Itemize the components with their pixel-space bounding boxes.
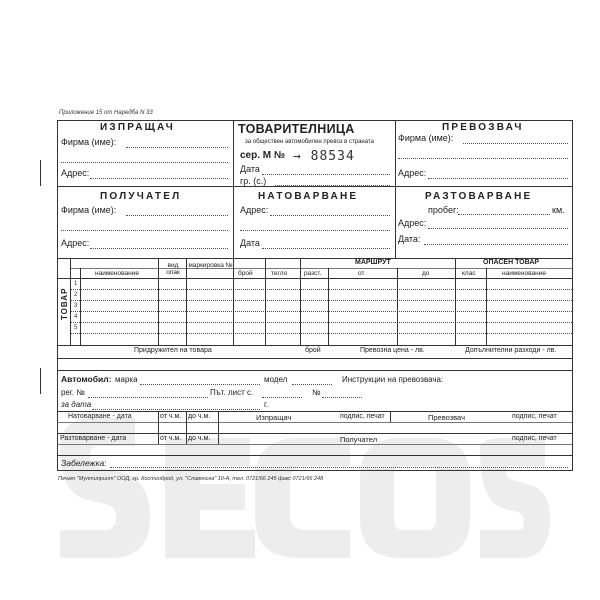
sender-firm-label: Фирма (име): <box>61 137 117 147</box>
sender-address-label: Адрес: <box>61 168 90 178</box>
sender-title: ИЗПРАЩАЧ <box>100 122 175 133</box>
loading-from-label: от ч.м. <box>160 413 182 420</box>
col-dg-name-header: наименование <box>502 270 546 277</box>
document-date-label: Дата <box>240 164 260 174</box>
col-to-header: до <box>422 270 430 277</box>
row-number: 1 <box>74 281 78 287</box>
docs-count-label: брой <box>305 347 321 354</box>
note-label: Забележка: <box>61 458 107 468</box>
document-city-label: гр. (с.) <box>240 176 267 186</box>
document-title: ТОВАРИТЕЛНИЦА <box>238 122 355 136</box>
recipient-sign-stamp: подпис, печат <box>512 435 557 442</box>
loading-date-field-label: Натоварване - дата <box>68 413 132 420</box>
year-suffix: г. <box>264 400 269 409</box>
unloading-title: РАЗТОВАРВАНЕ <box>425 191 533 202</box>
unloading-date-label: Дата: <box>398 234 421 244</box>
row-number: 2 <box>74 292 78 298</box>
series-label: сер. М № <box>240 150 286 161</box>
vehicle-brand-label: марка <box>115 375 138 384</box>
trip-sheet-no-label: № <box>312 388 321 397</box>
goods-side-label: ТОВАР <box>60 287 69 320</box>
for-date-label: за дата <box>61 400 92 409</box>
col-name-header: наименование <box>95 270 139 277</box>
dangerous-goods-title: ОПАСЕН ТОВАР <box>483 259 540 266</box>
loading-date-label: Дата <box>240 238 260 248</box>
unloading-date-field-label: Разтоварване - дата <box>60 435 127 442</box>
vehicle-label: Автомобил: <box>61 374 112 384</box>
sender-signature-label: Изпращач <box>256 413 292 422</box>
recipient-address-label: Адрес: <box>61 238 90 248</box>
docs-label: Придружител на товара <box>134 347 212 354</box>
loading-to-label: до ч.м. <box>188 413 211 420</box>
extra-costs-label: Допълнителни разходи - лв. <box>465 347 557 354</box>
col-from-header: от <box>358 270 365 277</box>
carrier-sign-stamp: подпис, печат <box>512 413 557 420</box>
carrier-title: ПРЕВОЗВАЧ <box>442 122 524 133</box>
route-title: МАРШРУТ <box>355 259 391 266</box>
sender-sign-stamp: подпис, печат <box>340 413 385 420</box>
row-number: 5 <box>74 325 78 331</box>
row-number: 4 <box>74 314 78 320</box>
trip-sheet-label: Път. лист с. <box>210 388 254 397</box>
mileage-label: пробег: <box>428 205 459 215</box>
instructions-label: Инструкции на превозвача: <box>342 375 444 384</box>
document-subtitle: за обществен автомобилен превоз в страната <box>245 139 374 145</box>
carrier-signature-label: Превозвач <box>428 413 465 422</box>
carrier-firm-label: Фирма (име): <box>398 133 454 143</box>
col-count-header: брой <box>238 270 253 277</box>
document-number: → 88534 <box>293 149 355 164</box>
loading-address-label: Адрес: <box>240 205 269 215</box>
vehicle-model-label: модел <box>264 375 288 384</box>
recipient-title: ПОЛУЧАТЕЛ <box>100 191 182 202</box>
carrier-address-label: Адрес: <box>398 168 427 178</box>
loading-title: НАТОВАРВАНЕ <box>258 191 359 202</box>
col-class-header: клас <box>462 270 476 277</box>
row-number: 3 <box>74 303 78 309</box>
form-reference: Приложение 15 от Наредба N 33 <box>59 110 153 116</box>
col-distance-header: разст. <box>304 270 322 277</box>
km-label: км. <box>552 205 565 215</box>
unloading-from-label: от ч.м. <box>160 435 182 442</box>
unloading-address-label: Адрес: <box>398 218 427 228</box>
col-pack-type-header: вид опак <box>166 262 180 276</box>
reg-no-label: рег. № <box>61 388 85 397</box>
col-weight-header: тегло <box>271 270 288 277</box>
col-marking-header: маркировка № <box>188 262 233 269</box>
price-label: Превозна цена - лв. <box>360 347 425 354</box>
printer-line: Печат "Мултипринт" ООД, гр. Костинброд, ул. "Славянска" 10-А, тел. 0721/66 245 факс 0721/66 248 <box>58 476 324 482</box>
unloading-to-label: до ч.м. <box>188 435 211 442</box>
recipient-signature-label: Получател <box>340 435 378 444</box>
recipient-firm-label: Фирма (име): <box>61 205 117 215</box>
